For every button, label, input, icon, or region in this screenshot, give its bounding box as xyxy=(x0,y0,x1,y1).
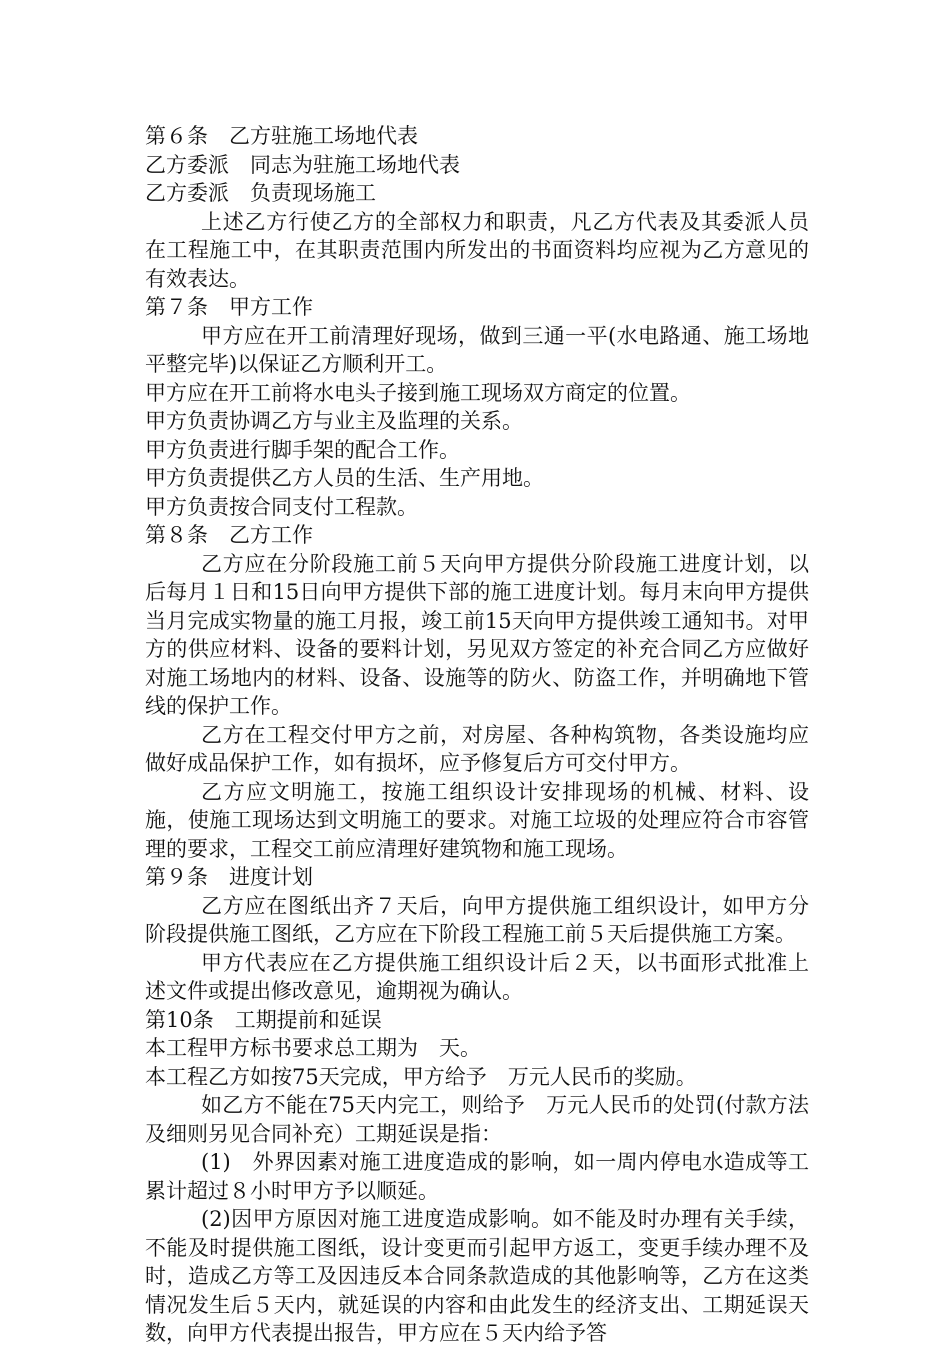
paragraph: 乙方委派 负责现场施工 xyxy=(145,181,376,205)
paragraph: 甲方负责协调乙方与业主及监理的关系。 xyxy=(145,409,523,433)
article-heading: 第７条 甲方工作 xyxy=(145,295,313,319)
paragraph: 甲方负责按合同支付工程款。 xyxy=(145,494,418,519)
paragraph: 上述乙方行使乙方的全部权力和职责，凡乙方代表及其委派人员在工程施工中，在其职责范围内所发出的书面资料均应视为乙方意见的有效表达。 xyxy=(145,209,809,291)
document-body xyxy=(145,122,809,1348)
paragraph: 乙方在工程交付甲方之前，对房屋、各种构筑物，各类设施均应做好成品保护工作，如有损坏，应予修复后方可交付甲方。 xyxy=(145,722,809,775)
paragraph: 甲方负责提供乙方人员的生活、生产用地。 xyxy=(145,466,544,490)
paragraph: 甲方应在开工前清理好现场，做到三通一平(水电路通、施工场地平整完毕)以保证乙方顺利开工。 xyxy=(145,323,809,376)
article-heading: 第10条 工期提前和延误 xyxy=(145,1007,382,1032)
article-heading: 第６条 乙方驻施工场地代表 xyxy=(145,124,418,148)
paragraph: 本工程乙方如按75天完成，甲方给予 万元人民币的奖励。 xyxy=(145,1064,697,1089)
paragraph: 甲方负责进行脚手架的配合工作。 xyxy=(145,437,460,462)
paragraph: 甲方代表应在乙方提供施工组织设计后２天，以书面形式批准上述文件或提出修改意见，逾期视为确认。 xyxy=(145,950,809,1003)
paragraph: 本工程甲方标书要求总工期为 天。 xyxy=(145,1036,481,1060)
list-item: (2)因甲方原因对施工进度造成影响。如不能及时办理有关手续，不能及时提供施工图纸，设计变更而引起甲方返工，变更手续办理不及时，造成乙方等工及因违反本合同条款造成的其他影响等，乙方在这类情况发生后５天内，就延误的内容和由此发生的经济支出、工期延误天数，向甲方代表提出报告，甲方应在５天内给予答 xyxy=(145,1207,809,1345)
paragraph: 乙方应在分阶段施工前５天向甲方提供分阶段施工进度计划，以后每月１日和15日向甲方提供下部的施工进度计划。每月末向甲方提供当月完成实物量的施工月报，竣工前15天向甲方提供竣工通知书。对甲方的供应材料、设备的要料计划，另见双方签定的补充合同乙方应做好对施工场地内的材料、设备、设施等的防火、防盗工作，并明确地下管线的保护工作。 xyxy=(145,551,809,718)
paragraph: 乙方委派 同志为驻施工场地代表 xyxy=(145,152,460,177)
article-heading: 第９条 进度计划 xyxy=(145,865,313,889)
article-heading: 第８条 乙方工作 xyxy=(145,523,313,547)
paragraph: 乙方应在图纸出齐７天后，向甲方提供施工组织设计，如甲方分阶段提供施工图纸，乙方应在下阶段工程施工前５天后提供施工方案。 xyxy=(145,893,809,946)
paragraph: 如乙方不能在75天内完工，则给予 万元人民币的处罚(付款方法及细则另见合同补充）工期延误是指： xyxy=(145,1093,809,1146)
list-item: (1) 外界因素对施工进度造成的影响，如一周内停电水造成等工累计超过８小时甲方予以顺延。 xyxy=(145,1150,809,1203)
paragraph: 乙方应文明施工，按施工组织设计安排现场的机械、材料、设施，使施工现场达到文明施工的要求。对施工垃圾的处理应符合市容管理的要求，工程交工前应清理好建筑物和施工现场。 xyxy=(145,779,809,861)
paragraph: 甲方应在开工前将水电头子接到施工现场双方商定的位置。 xyxy=(145,380,691,405)
